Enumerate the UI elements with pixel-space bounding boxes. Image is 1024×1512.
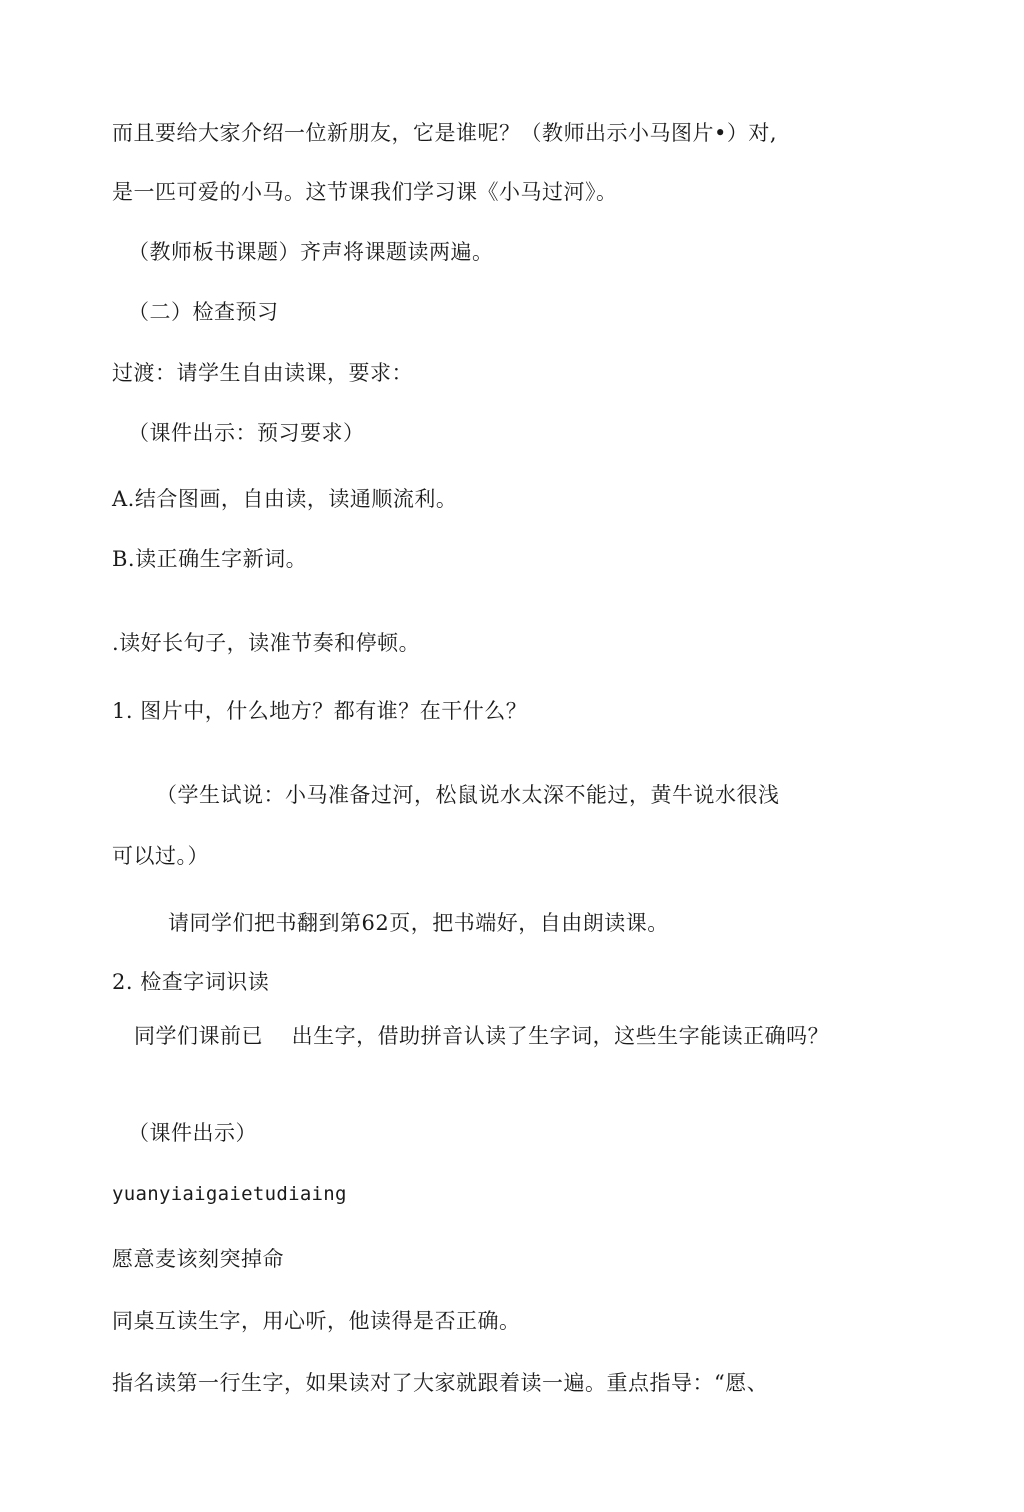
paragraph-line: 同学们课前已 出生字，借助拼音认读了生字词，这些生字能读正确吗？ — [134, 1024, 830, 1048]
paragraph-line: 是一匹可爱的小马。这节课我们学习课《小马过河》。 — [112, 180, 618, 204]
paragraph-line: 请同学们把书翻到第62页，把书端好，自由朗读课。 — [168, 911, 669, 935]
numbered-item: 2. 检查字词识读 — [112, 970, 270, 994]
paragraph-line: 而且要给大家介绍一位新朋友，它是谁呢？（教师出示小马图片•）对, — [112, 121, 778, 145]
pinyin-line: yuanyiaigaietudiaing — [112, 1183, 347, 1205]
paragraph-line: （课件出示） — [128, 1121, 257, 1145]
paragraph-line: 可以过。） — [112, 844, 209, 868]
paragraph-line: （课件出示：预习要求） — [128, 421, 365, 445]
paragraph-line: （学生试说：小马准备过河，松鼠说水太深不能过，黄牛说水很浅 — [156, 783, 780, 807]
characters-line: 愿意麦该刻突掉命 — [112, 1247, 284, 1271]
paragraph-line: （教师板书课题）齐声将课题读两遍。 — [128, 240, 494, 264]
paragraph-line: 过渡：请学生自由读课，要求： — [112, 361, 413, 385]
paragraph-line: 同桌互读生字，用心听，他读得是否正确。 — [112, 1309, 521, 1333]
list-item: B.读正确生字新词。 — [112, 547, 308, 571]
list-item: A.结合图画，自由读，读通顺流利。 — [112, 487, 458, 511]
section-heading: （二）检查预习 — [128, 300, 279, 324]
list-item: .读好长句子，读准节奏和停顿。 — [112, 631, 421, 655]
paragraph-line: 指名读第一行生字，如果读对了大家就跟着读一遍。重点指导：“愿、 — [112, 1371, 769, 1395]
numbered-item: 1. 图片中，什么地方？都有谁？在干什么？ — [112, 699, 528, 723]
